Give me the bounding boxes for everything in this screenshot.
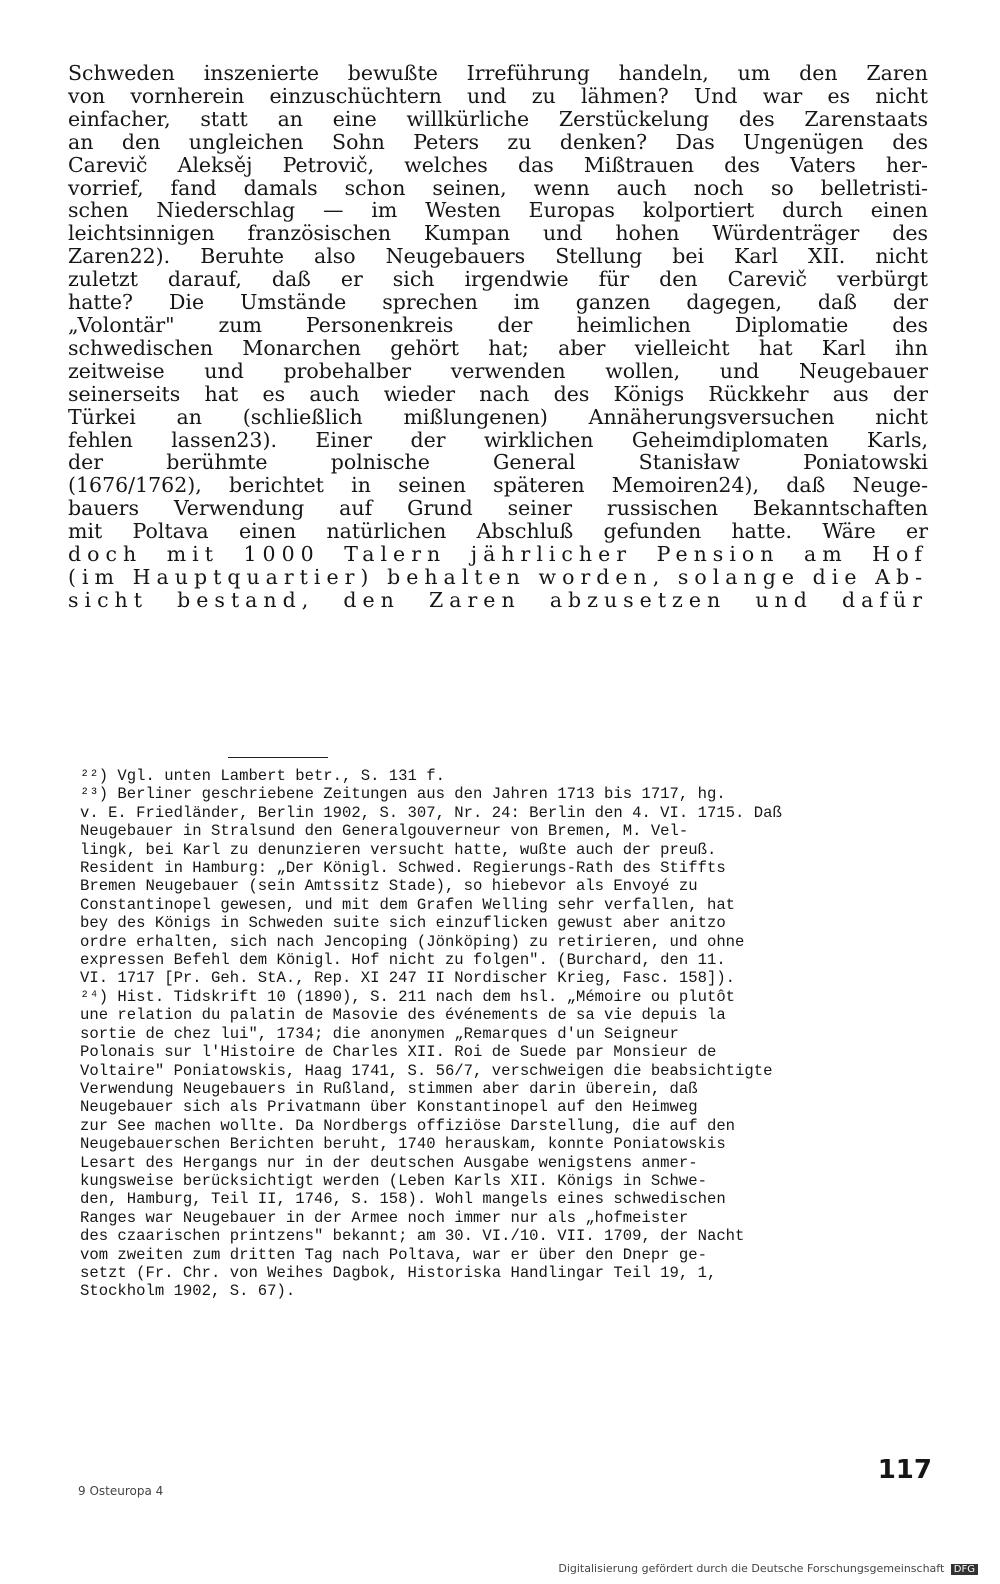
footnote-line: Polonais sur l'Histoire de Charles XII. Roi de Suede par Monsieur de bbox=[80, 1043, 717, 1062]
main-text-line: schwedischen Monarchen gehört hat; aber vielleicht hat Karl ihn bbox=[68, 335, 928, 360]
main-text-line: einfacher, statt an eine willkürliche Zerstückelung des Zarenstaats bbox=[68, 106, 928, 131]
main-text-line: von vornherein einzuschüchtern und zu lähmen? Und war es nicht bbox=[68, 83, 928, 108]
footnote-line: kungsweise berücksichtigt werden (Leben Karls XII. Königs in Schwe- bbox=[80, 1171, 707, 1190]
main-text-line: fehlen lassen23). Einer der wirklichen Geheimdiplomaten Karls, bbox=[68, 427, 928, 452]
digitization-credit bbox=[558, 1562, 978, 1575]
page-number: 117 bbox=[877, 1455, 932, 1485]
footnote-line: sortie de chez lui", 1734; die anonymen „Remarques d'un Seigneur bbox=[80, 1024, 679, 1043]
main-text-line: hatte? Die Umstände sprechen im ganzen dagegen, daß der bbox=[68, 290, 928, 315]
footnote-line: bey des Königs in Schweden suite sich einzuflicken gewust aber anitzo bbox=[80, 914, 726, 933]
footnote-line: ²³) Berliner geschriebene Zeitungen aus den Jahren 1713 bis 1717, hg. bbox=[80, 785, 726, 804]
footnote-line: vom zweiten zum dritten Tag nach Poltava, war er über den Dnepr ge- bbox=[80, 1245, 707, 1264]
footnote-line: Neugebauerschen Berichten beruht, 1740 herauskam, konnte Poniatowskis bbox=[80, 1135, 726, 1154]
footnote-line: ordre erhalten, sich nach Jencoping (Jönköping) zu retirieren, und ohne bbox=[80, 932, 745, 951]
main-text-line: seinerseits hat es auch wieder nach des Königs Rückkehr aus der bbox=[68, 381, 928, 406]
footnote-line: zur See machen wollte. Da Nordbergs offiziöse Darstellung, die auf den bbox=[80, 1116, 736, 1135]
main-text-line-spaced: sicht bestand, den Zaren abzusetzen und dafür bbox=[68, 587, 928, 612]
main-text-line: an den ungleichen Sohn Peters zu denken? Das Ungenügen des bbox=[68, 129, 928, 154]
footnote-line: Neugebauer sich als Privatmann über Konstantinopel auf den Heimweg bbox=[80, 1098, 698, 1117]
main-text-line-spaced: doch mit 1000 Talern jährlicher Pension am Hof bbox=[68, 542, 928, 567]
signature-mark: 9 Osteuropa 4 bbox=[78, 1484, 164, 1498]
footnote-line: Bremen Neugebauer (sein Amtssitz Stade), so hiebevor als Envoyé zu bbox=[80, 877, 698, 896]
footnote-line: v. E. Friedländer, Berlin 1902, S. 307, Nr. 24: Berlin den 4. VI. 1715. Daß bbox=[80, 803, 782, 822]
footnote-line: Resident in Hamburg: „Der Königl. Schwed. Regierungs-Rath des Stiffts bbox=[80, 859, 726, 878]
footnote-line: des czaarischen printzens" bekannt; am 30. VI./10. VII. 1709, der Nacht bbox=[80, 1227, 745, 1246]
footnote-line: ²⁴) Hist. Tidskrift 10 (1890), S. 211 nach dem hsl. „Mémoire ou plutôt bbox=[80, 987, 736, 1006]
footnote-line: Verwendung Neugebauers in Rußland, stimmen aber darin überein, daß bbox=[80, 1079, 698, 1098]
main-text-line: der berühmte polnische General Stanisław Poniatowski bbox=[68, 450, 928, 475]
main-text-line: Zaren22). Beruhte also Neugebauers Stellung bei Karl XII. nicht bbox=[68, 244, 928, 269]
footnote-line: expressen Befehl dem Königl. Hof nicht zu folgen". (Burchard, den 11. bbox=[80, 951, 726, 970]
footnote-line: VI. 1717 [Pr. Geh. StA., Rep. XI 247 II Nordischer Krieg, Fasc. 158]). bbox=[80, 969, 736, 988]
main-text-line: bauers Verwendung auf Grund seiner russischen Bekanntschaften bbox=[68, 496, 928, 521]
main-text-line: schen Niederschlag — im Westen Europas kolportiert durch einen bbox=[68, 198, 928, 223]
footnote-line: Constantinopel gewesen, und mit dem Grafen Welling sehr verfallen, hat bbox=[80, 895, 736, 914]
main-text-line: „Volontär" zum Personenkreis der heimlichen Diplomatie des bbox=[68, 312, 928, 337]
main-text-line: Carevič Aleksěj Petrovič, welches das Mißtrauen des Vaters her- bbox=[68, 152, 928, 177]
footnote-line: Stockholm 1902, S. 67). bbox=[80, 1282, 296, 1301]
footnote-line: ²²) Vgl. unten Lambert betr., S. 131 f. bbox=[80, 767, 445, 785]
footnote-line: Voltaire" Poniatowskis, Haag 1741, S. 56/7, verschweigen die beabsichtigte bbox=[80, 1061, 773, 1080]
digitization-credit-text: Digitalisierung gefördert durch die Deutsche Forschungsgemeinschaft bbox=[558, 1562, 945, 1575]
footnote-line: lingk, bei Karl zu denunzieren versucht hatte, wußte auch der preuß. bbox=[80, 840, 717, 859]
main-text-line: (1676/1762), berichtet in seinen späteren Memoiren24), daß Neuge- bbox=[68, 473, 928, 498]
footnote-line: setzt (Fr. Chr. von Weihes Dagbok, Historiska Handlingar Teil 19, 1, bbox=[80, 1263, 717, 1282]
main-text-line: zeitweise und probehalber verwenden wollen, und Neugebauer bbox=[68, 358, 928, 383]
footnotes bbox=[80, 767, 926, 1301]
footnote-line: une relation du palatin de Masovie des événements de sa vie depuis la bbox=[80, 1006, 726, 1025]
footnote-line: den, Hamburg, Teil II, 1746, S. 158). Wohl mangels eines schwedischen bbox=[80, 1190, 726, 1209]
main-text-line: Schweden inszenierte bewußte Irreführung handeln, um den Zaren bbox=[68, 61, 928, 85]
dfg-logo: DFG bbox=[951, 1564, 978, 1575]
main-text-line: zuletzt darauf, daß er sich irgendwie für den Carevič verbürgt bbox=[68, 267, 928, 292]
main-text-line: Türkei an (schließlich mißlungenen) Annäherungsversuchen nicht bbox=[68, 404, 928, 429]
footnote-line: Neugebauer in Stralsund den Generalgouverneur von Bremen, M. Vel- bbox=[80, 822, 689, 841]
main-text-line: vorrief, fand damals schon seinen, wenn auch noch so belletristi- bbox=[68, 175, 928, 200]
main-text-line: mit Poltava einen natürlichen Abschluß gefunden hatte. Wäre er bbox=[68, 519, 928, 544]
footnote-line: Lesart des Hergangs nur in der deutschen Ausgabe wenigstens anmer- bbox=[80, 1153, 698, 1172]
main-text bbox=[68, 62, 928, 612]
main-text-line-spaced: (im Hauptquartier) behalten worden, solange die Ab- bbox=[68, 564, 928, 589]
main-text-line: leichtsinnigen französischen Kumpan und hohen Würdenträger des bbox=[68, 221, 928, 246]
footnote-line: Ranges war Neugebauer in der Armee noch immer nur als „hofmeister bbox=[80, 1208, 689, 1227]
